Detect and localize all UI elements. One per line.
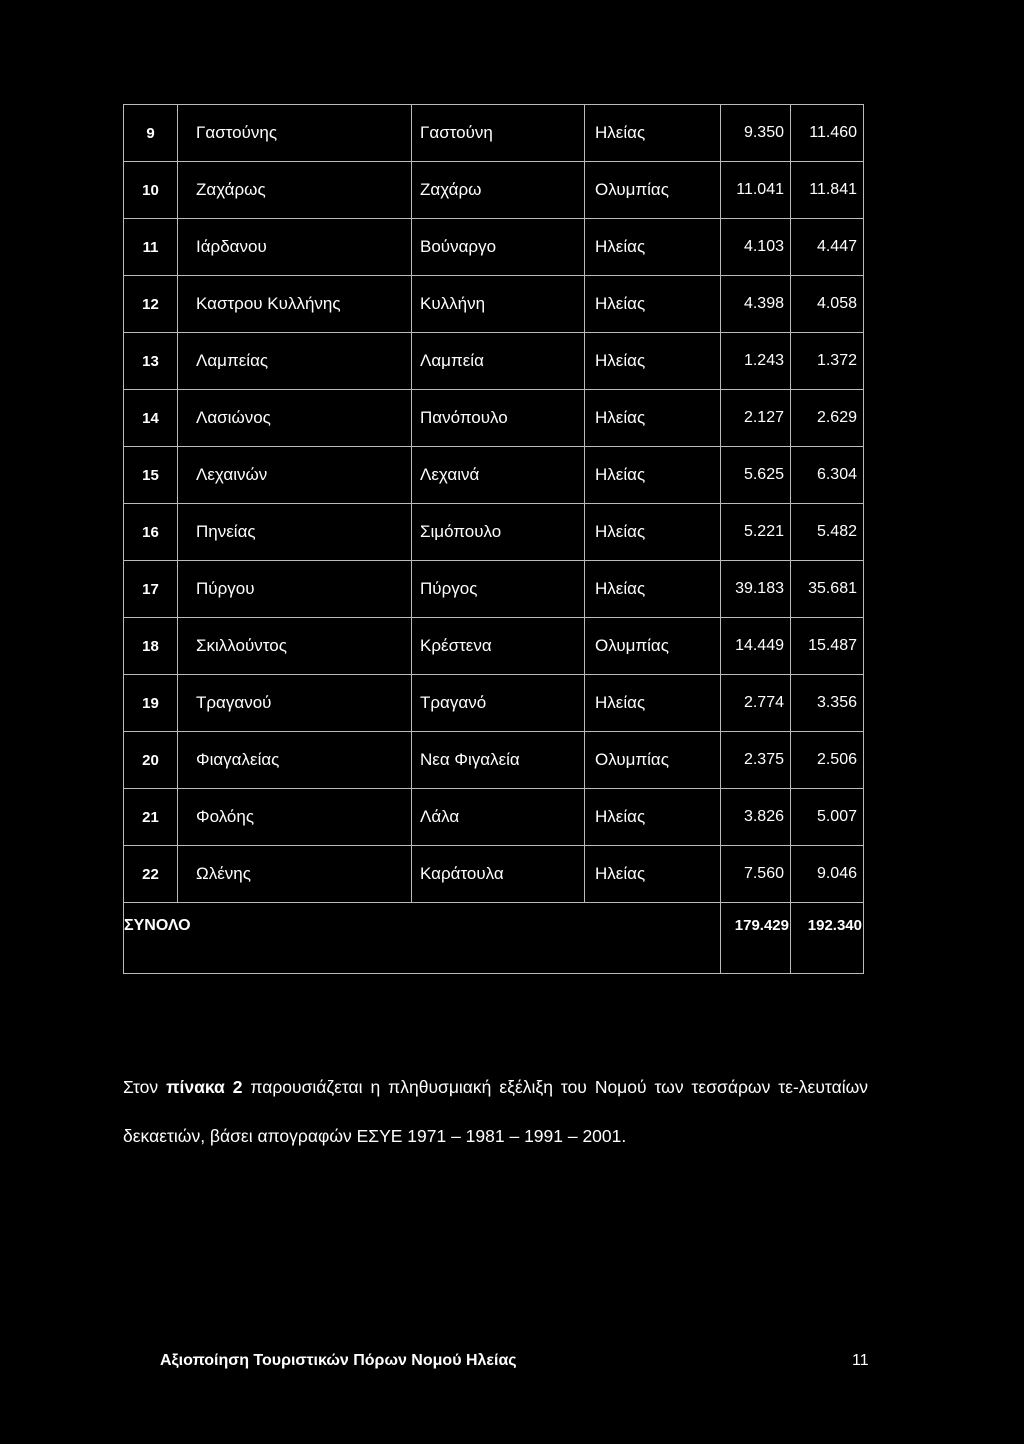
row-number: 10 [124,162,178,219]
municipality-name: Πηνείας [178,504,412,561]
municipality-seat: Ζαχάρω [412,162,585,219]
municipality-seat: Βούναργο [412,219,585,276]
population-value-1: 4.398 [721,276,791,333]
table-row [124,390,864,447]
population-value-1: 39.183 [721,561,791,618]
municipality-seat: Πανόπουλο [412,390,585,447]
population-value-2: 11.460 [791,105,864,162]
municipality-seat: Γαστούνη [412,105,585,162]
prefecture-name: Ηλείας [585,846,721,903]
population-value-1: 11.041 [721,162,791,219]
population-value-1: 7.560 [721,846,791,903]
footer-title: Αξιοποίηση Τουριστικών Πόρων Νομού Ηλείας [160,1352,517,1369]
table-row [124,789,864,846]
prefecture-name: Ηλείας [585,105,721,162]
municipality-name: Πύργου [178,561,412,618]
prefecture-name: Ηλείας [585,276,721,333]
row-number: 18 [124,618,178,675]
prefecture-name: Ολυμπίας [585,162,721,219]
municipality-name: Φολόης [178,789,412,846]
total-label: ΣΥΝΟΛΟ [124,903,721,974]
municipality-seat: Καράτουλα [412,846,585,903]
table-row [124,846,864,903]
population-value-2: 2.629 [791,390,864,447]
municipality-seat: Κυλλήνη [412,276,585,333]
prefecture-name: Ηλείας [585,390,721,447]
municipality-name: Ωλένης [178,846,412,903]
row-number: 21 [124,789,178,846]
population-value-1: 2.774 [721,675,791,732]
table-row [124,162,864,219]
caption-text-end: παρουσιάζεται η πληθυσμιακή εξέλιξη του Νομού των τεσσάρων τε-λευταίων δεκαετιών, βάσει απογραφών ΕΣΥΕ 1971 – 1981 – 1991 – 2001. [123,1076,869,1146]
municipality-name: Καστρου Κυλλήνης [178,276,412,333]
population-table-container [123,104,864,974]
municipality-name: Λαμπείας [178,333,412,390]
population-value-1: 4.103 [721,219,791,276]
row-number: 16 [124,504,178,561]
municipality-name: Λασιώνος [178,390,412,447]
municipality-name: Φιαγαλείας [178,732,412,789]
municipality-seat: Νεα Φιγαλεία [412,732,585,789]
population-value-1: 5.625 [721,447,791,504]
population-value-2: 35.681 [791,561,864,618]
municipality-name: Σκιλλούντος [178,618,412,675]
prefecture-name: Ηλείας [585,675,721,732]
table-row [124,105,864,162]
row-number: 19 [124,675,178,732]
prefecture-name: Ολυμπίας [585,618,721,675]
row-number: 20 [124,732,178,789]
municipality-name: Τραγανού [178,675,412,732]
total-value-1: 179.429 [721,903,791,974]
prefecture-name: Ηλείας [585,333,721,390]
table-row [124,504,864,561]
population-value-2: 5.007 [791,789,864,846]
population-value-1: 3.826 [721,789,791,846]
row-number: 22 [124,846,178,903]
population-value-2: 6.304 [791,447,864,504]
municipality-seat: Λαμπεία [412,333,585,390]
prefecture-name: Ηλείας [585,561,721,618]
row-number: 17 [124,561,178,618]
population-value-1: 1.243 [721,333,791,390]
row-number: 11 [124,219,178,276]
population-value-2: 1.372 [791,333,864,390]
caption-table-reference: πίνακα 2 [166,1076,243,1097]
population-value-1: 9.350 [721,105,791,162]
prefecture-name: Ηλείας [585,789,721,846]
table-row [124,219,864,276]
total-value-2: 192.340 [791,903,864,974]
row-number: 9 [124,105,178,162]
page-number: 11 [852,1352,869,1369]
row-number: 14 [124,390,178,447]
municipality-name: Ιάρδανου [178,219,412,276]
population-value-2: 11.841 [791,162,864,219]
municipality-seat: Τραγανό [412,675,585,732]
total-row [124,903,864,974]
table-row [124,333,864,390]
municipality-seat: Λεχαινά [412,447,585,504]
prefecture-name: Ηλείας [585,219,721,276]
population-value-1: 14.449 [721,618,791,675]
population-value-1: 5.221 [721,504,791,561]
population-value-2: 2.506 [791,732,864,789]
row-number: 13 [124,333,178,390]
municipality-name: Ζαχάρως [178,162,412,219]
population-value-2: 9.046 [791,846,864,903]
municipality-name: Γαστούνης [178,105,412,162]
municipalities-population-table [123,104,864,974]
population-value-1: 2.127 [721,390,791,447]
population-value-2: 4.058 [791,276,864,333]
municipality-seat: Πύργος [412,561,585,618]
municipality-name: Λεχαινών [178,447,412,504]
table-row [124,618,864,675]
prefecture-name: Ολυμπίας [585,732,721,789]
population-value-2: 3.356 [791,675,864,732]
table-row [124,675,864,732]
population-value-2: 5.482 [791,504,864,561]
table-caption-paragraph [123,1063,868,1161]
municipality-seat: Λάλα [412,789,585,846]
prefecture-name: Ηλείας [585,504,721,561]
row-number: 12 [124,276,178,333]
municipality-seat: Κρέστενα [412,618,585,675]
table-body [124,105,864,974]
table-row [124,447,864,504]
population-value-1: 2.375 [721,732,791,789]
population-value-2: 4.447 [791,219,864,276]
table-row [124,276,864,333]
municipality-seat: Σιμόπουλο [412,504,585,561]
population-value-2: 15.487 [791,618,864,675]
table-row [124,732,864,789]
caption-text-start: Στον [123,1076,167,1097]
prefecture-name: Ηλείας [585,447,721,504]
row-number: 15 [124,447,178,504]
table-row [124,561,864,618]
